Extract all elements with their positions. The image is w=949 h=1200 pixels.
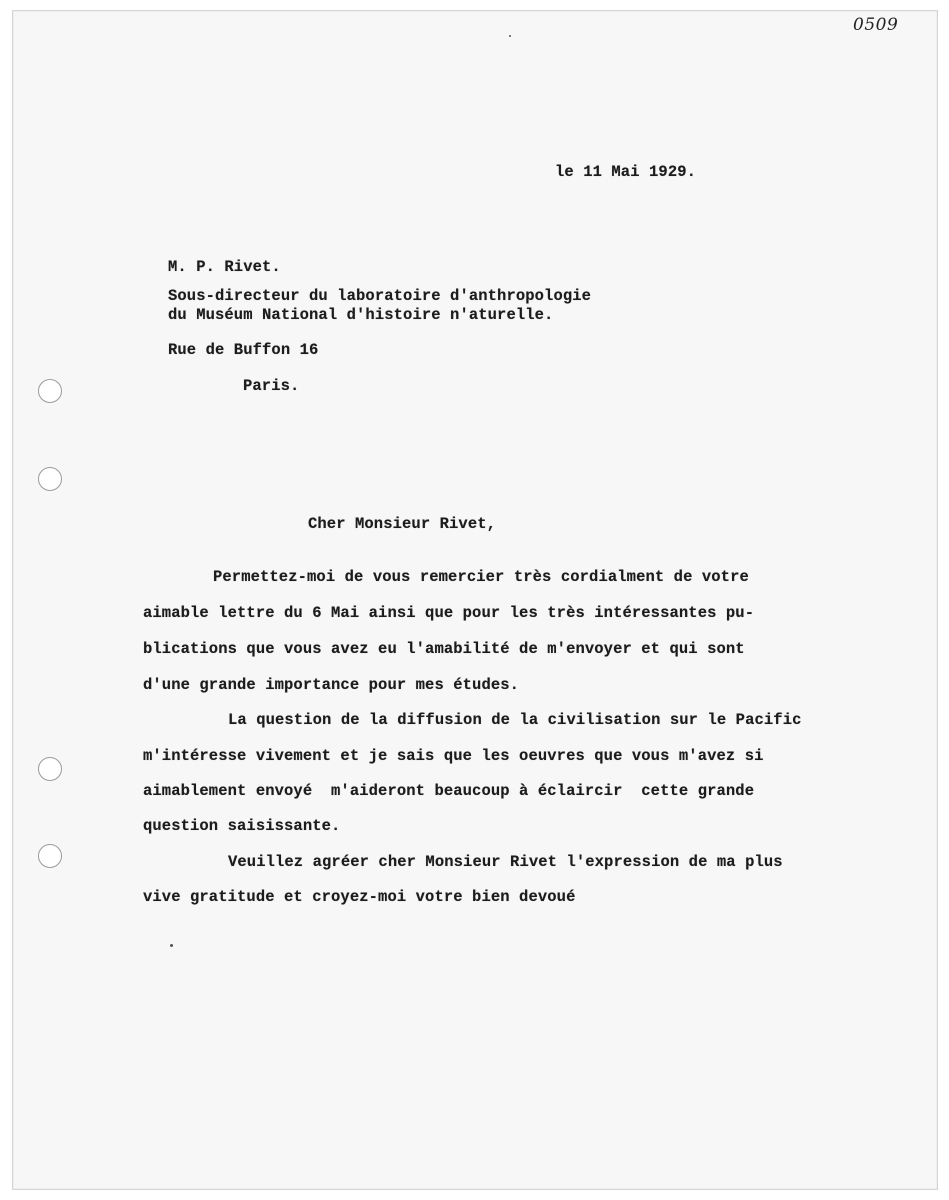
recipient-street: Rue de Buffon 16 xyxy=(168,341,319,359)
body-line: vive gratitude et croyez-moi votre bien devoué xyxy=(143,888,576,906)
ink-speck xyxy=(170,944,173,947)
recipient-name: M. P. Rivet. xyxy=(168,258,281,276)
body-line: aimablement envoyé m'aideront beaucoup à éclaircir cette grande xyxy=(143,782,755,800)
body-line: m'intéresse vivement et je sais que les oeuvres que vous m'avez si xyxy=(143,747,764,765)
body-line: La question de la diffusion de la civilisation sur le Pacific xyxy=(228,711,802,729)
archive-number: 0509 xyxy=(853,15,899,35)
salutation: Cher Monsieur Rivet, xyxy=(308,515,497,533)
body-line: blications que vous avez eu l'amabilité de m'envoyer et qui sont xyxy=(143,640,745,658)
punch-hole xyxy=(38,467,62,491)
punch-hole xyxy=(38,757,62,781)
recipient-title-line-2: du Muséum National d'histoire n'aturelle. xyxy=(168,306,554,324)
body-line: aimable lettre du 6 Mai ainsi que pour les très intéressantes pu- xyxy=(143,604,755,622)
ink-speck xyxy=(509,35,511,37)
recipient-title-line-1: Sous-directeur du laboratoire d'anthropologie xyxy=(168,287,592,305)
body-line: question saisissante. xyxy=(143,817,341,835)
date-line: le 11 Mai 1929. xyxy=(555,163,697,181)
punch-hole xyxy=(38,844,62,868)
body-line: d'une grande importance pour mes études. xyxy=(143,676,520,694)
punch-hole xyxy=(38,379,62,403)
body-line: Veuillez agréer cher Monsieur Rivet l'expression de ma plus xyxy=(228,853,783,871)
body-line: Permettez-moi de vous remercier très cordialment de votre xyxy=(213,568,749,586)
letter-page xyxy=(12,10,938,1190)
recipient-city: Paris. xyxy=(243,377,300,395)
